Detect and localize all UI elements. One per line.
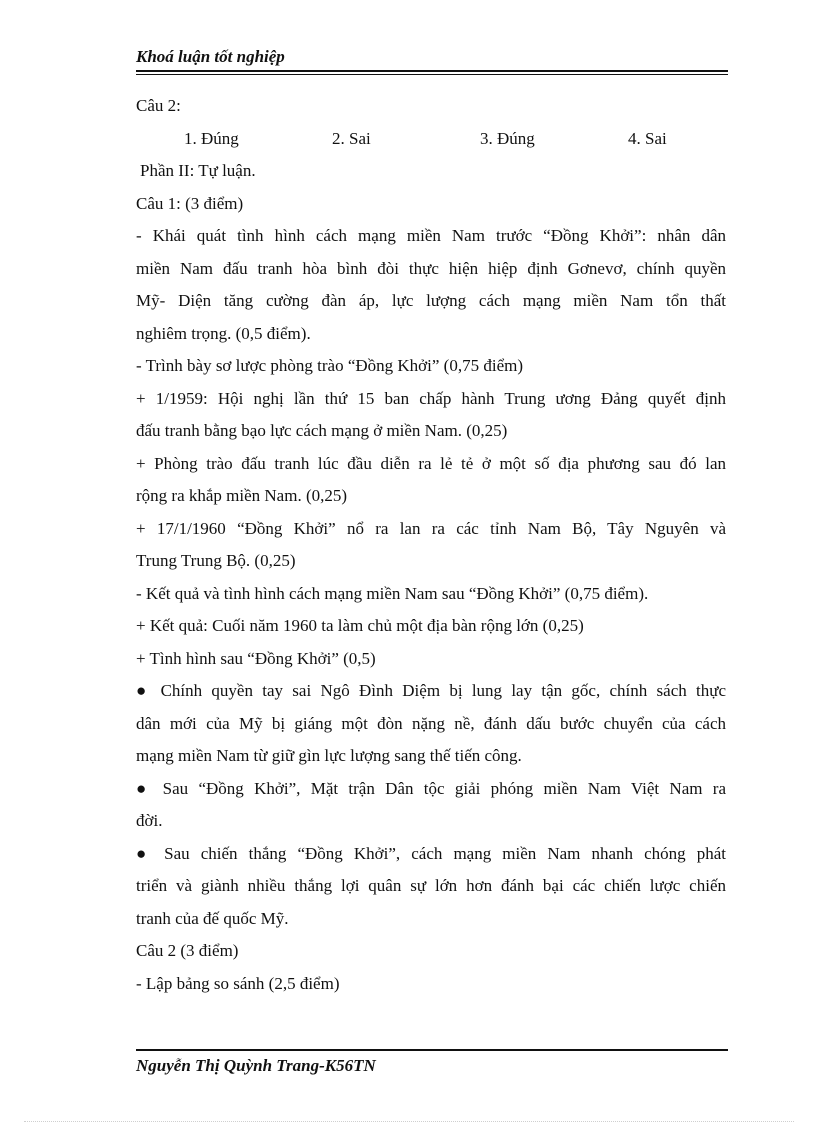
paragraph-line: rộng ra khắp miền Nam. (0,25) bbox=[136, 486, 348, 505]
paragraph-line: Trung Trung Bộ. (0,25) bbox=[136, 551, 296, 570]
bullet-line: ● Chính quyền tay sai Ngô Đình Diệm bị lung lay tận gốc, chính sách thực bbox=[136, 681, 726, 700]
bullet-line: ● Sau “Đồng Khởi”, Mặt trận Dân tộc giải phóng miền Nam Việt Nam ra bbox=[136, 778, 726, 798]
part-2-heading: Phần II: Tự luận. bbox=[140, 161, 256, 180]
question-1-label: Câu 1: (3 điểm) bbox=[136, 193, 244, 213]
paragraph-line: - Kết quả và tình hình cách mạng miền Nam sau “Đồng Khởi” (0,75 điểm). bbox=[136, 583, 649, 603]
document-body bbox=[136, 90, 726, 1000]
footer-author: Nguyễn Thị Quỳnh Trang-K56TN bbox=[136, 1056, 376, 1075]
paragraph-line: đấu tranh bằng bạo lực cách mạng ở miền Nam. (0,25) bbox=[136, 421, 508, 440]
header-title: Khoá luận tốt nghiệp bbox=[136, 47, 285, 66]
answer-3: 3. Đúng bbox=[480, 128, 535, 148]
paragraph-line: miền Nam đấu tranh hòa bình đòi thực hiện hiệp định Gơnevơ, chính quyền bbox=[136, 258, 726, 278]
bullet-line: triển và giành nhiều thắng lợi quân sự lớn hơn đánh bại các chiến lược chiến bbox=[136, 876, 726, 895]
question-2-label: Câu 2: bbox=[136, 96, 181, 115]
bullet-line: đời. bbox=[136, 811, 163, 830]
answer-2: 2. Sai bbox=[332, 128, 371, 148]
page-header bbox=[136, 46, 728, 75]
paragraph-line: + Kết quả: Cuối năm 1960 ta làm chủ một địa bàn rộng lớn (0,25) bbox=[136, 616, 584, 635]
paragraph-line: + Phòng trào đấu tranh lúc đầu diễn ra lẻ tẻ ở một số địa phương sau đó lan bbox=[136, 453, 726, 473]
header-rule-thick bbox=[136, 70, 728, 72]
paragraph-line: Mỹ- Diện tăng cường đàn áp, lực lượng cách mạng miền Nam tổn thất bbox=[136, 291, 726, 310]
answer-row bbox=[136, 123, 726, 156]
paragraph-line: nghiêm trọng. (0,5 điểm). bbox=[136, 323, 311, 343]
bullet-line: dân mới của Mỹ bị giáng một đòn nặng nề, đánh dấu bước chuyển của cách bbox=[136, 713, 726, 733]
answer-1: 1. Đúng bbox=[184, 128, 239, 148]
paragraph-line: - Lập bảng so sánh (2,5 điểm) bbox=[136, 973, 340, 993]
answer-4: 4. Sai bbox=[628, 128, 667, 148]
paragraph-line: + 1/1959: Hội nghị lần thứ 15 ban chấp hành Trung ương Đảng quyết định bbox=[136, 388, 726, 408]
paragraph-line: + 17/1/1960 “Đồng Khởi” nổ ra lan ra các tỉnh Nam Bộ, Tây Nguyên và bbox=[136, 518, 726, 538]
paragraph-line: + Tình hình sau “Đồng Khởi” (0,5) bbox=[136, 648, 376, 668]
footer-rule bbox=[136, 1049, 728, 1051]
paragraph-line: - Trình bày sơ lược phòng trào “Đồng Khởi” (0,75 điểm) bbox=[136, 356, 523, 375]
bullet-line: ● Sau chiến thắng “Đồng Khởi”, cách mạng miền Nam nhanh chóng phát bbox=[136, 843, 726, 863]
question-2-heading: Câu 2 (3 điểm) bbox=[136, 941, 239, 960]
page-edge-divider bbox=[24, 1121, 794, 1122]
bullet-line: mạng miền Nam từ giữ gìn lực lượng sang thế tiến công. bbox=[136, 746, 522, 765]
header-rule-thin bbox=[136, 74, 728, 75]
bullet-line: tranh của đế quốc Mỹ. bbox=[136, 908, 289, 928]
page-footer bbox=[136, 1049, 728, 1077]
paragraph-line: - Khái quát tình hình cách mạng miền Nam trước “Đồng Khởi”: nhân dân bbox=[136, 226, 726, 245]
